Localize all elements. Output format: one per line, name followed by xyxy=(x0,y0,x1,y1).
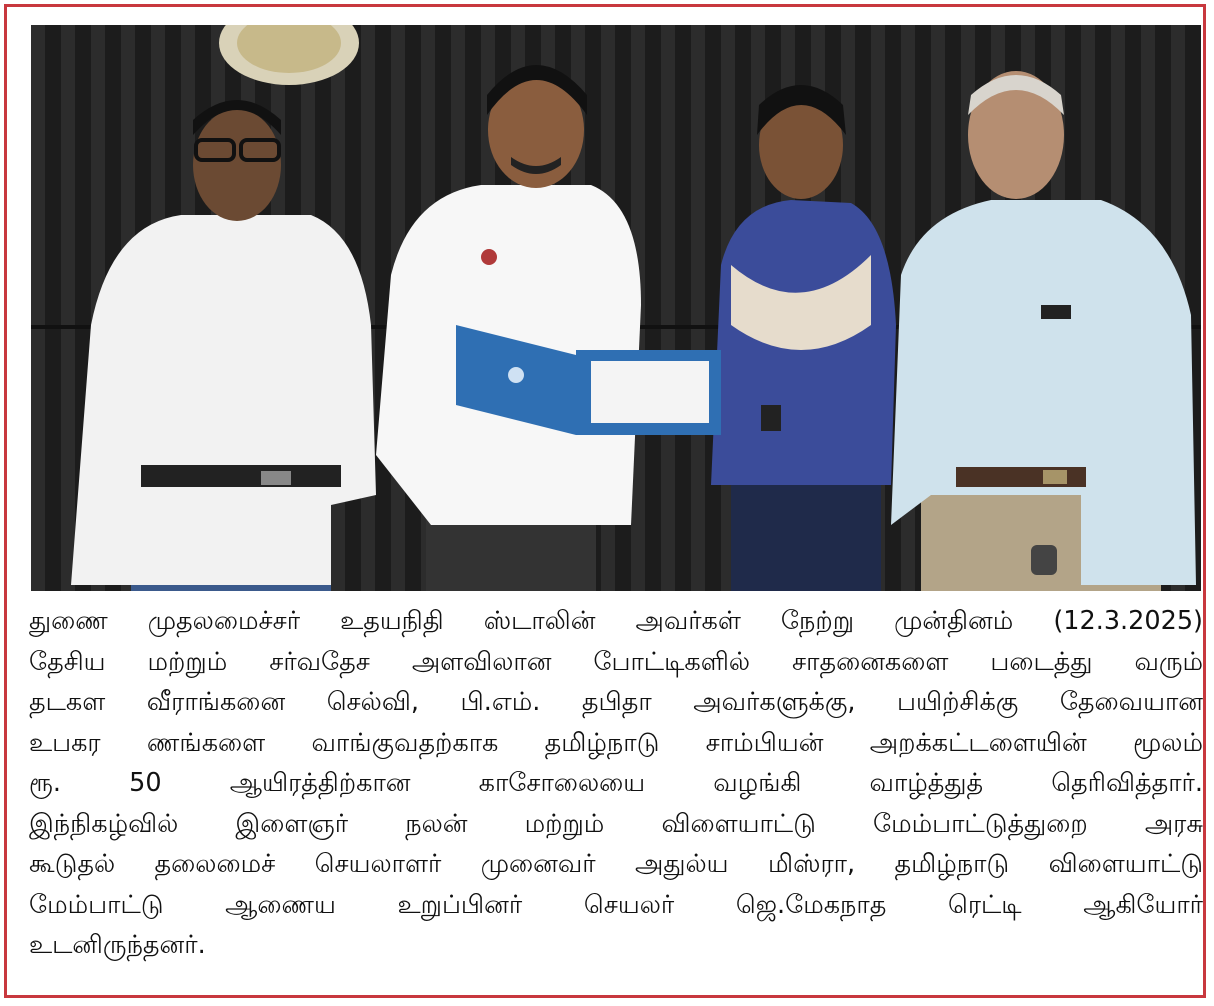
caption-line-3: தடகள வீராங்கனை செல்வி, பி.எம். தபிதா அவர்களுக்கு, பயிற்சிக்கு தேவையான xyxy=(29,687,1203,717)
caption-line-1: துணை முதலமைச்சர் உதயநிதி ஸ்டாலின் அவர்கள் நேற்று முன்தினம் (12.3.2025) xyxy=(29,606,1203,636)
caption-line-8: மேம்பாட்டு ஆணைய உறுப்பினர் செயலர் ஜெ.மேகநாத ரெட்டி ஆகியோர் xyxy=(29,889,1203,920)
press-photo xyxy=(31,25,1201,591)
caption-line-7: கூடுதல் தலைமைச் செயலாளர் முனைவர் அதுல்ய மிஸ்ரா, தமிழ்நாடு விளையாட்டு xyxy=(29,849,1203,879)
caption-line-5: ரூ. 50 ஆயிரத்திற்கான காசோலையை வழங்கி வாழ்த்துத் தெரிவித்தார். xyxy=(29,768,1203,798)
caption-line-6: இந்நிகழ்வில் இளைஞர் நலன் மற்றும் விளையாட்டு மேம்பாட்டுத்துறை அரசு xyxy=(29,808,1203,839)
caption-line-9: உடனிருந்தனர். xyxy=(29,930,206,960)
news-clipping-frame xyxy=(4,4,1206,998)
news-caption xyxy=(29,601,1203,966)
caption-line-4: உபகர ணங்களை வாங்குவதற்காக தமிழ்நாடு சாம்பியன் அறக்கட்டளையின் மூலம் xyxy=(29,727,1203,758)
caption-line-2: தேசிய மற்றும் சர்வதேச அளவிலான போட்டிகளில் சாதனைகளை படைத்து வரும் xyxy=(29,646,1203,677)
